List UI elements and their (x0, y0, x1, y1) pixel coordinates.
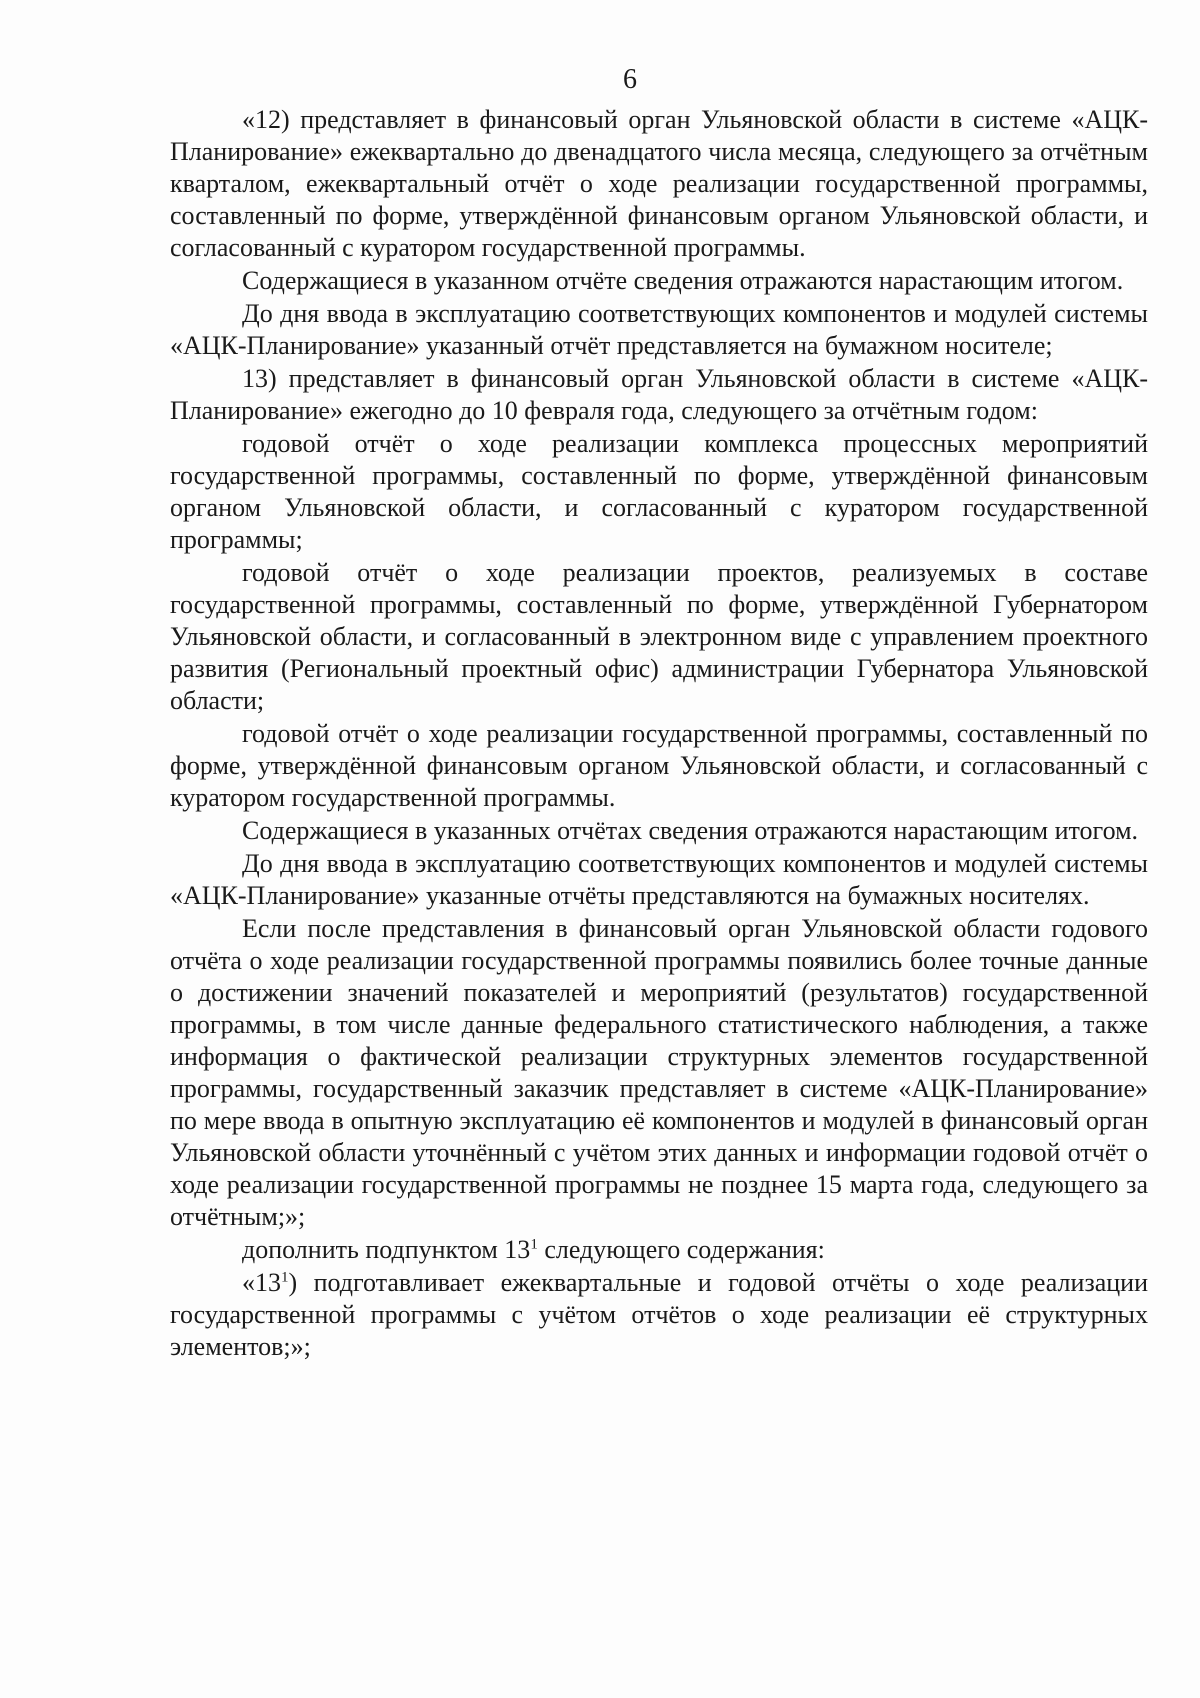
paragraph-refined-report: Если после представления в финансовый орган Ульяновской области годового отчёта о ходе реализации государственной программы появились более точные данные о достижении значений показателей и мероприятий (результатов) государственной программы, в том числе данные федерального статистического наблюдения, а также информация о фактической реализации структурных элементов государственной программы, государственный заказчик представляет в системе «АЦК-Планирование» по мере ввода в опытную эксплуатацию её компонентов и модулей в финансовый орган Ульяновской области уточнённый с учётом этих данных и информации годовой отчёт о ходе реализации государственной программы не позднее 15 марта года, следующего за отчётным;»; (170, 914, 1148, 1231)
paragraph-item-13: 13) представляет в финансовый орган Ульяновской области в системе «АЦК-Планирование» ежегодно до 10 февраля года, следующего за отчётным годом: (170, 364, 1148, 425)
paragraph-cumulative-note: Содержащиеся в указанном отчёте сведения отражаются нарастающим итогом. (242, 266, 1124, 295)
paragraph-item-12: «12) представляет в финансовый орган Ульяновской области в системе «АЦК-Планирование» ежеквартально до двенадцатого числа месяца, следующего за отчётным кварталом, ежеквартальный отчёт о ходе реализации государственной программы, составленный по форме, утверждённой финансовым органом Ульяновской области, и согласованный с куратором государственной программы. (170, 105, 1148, 262)
paragraph-paper-note-2: До дня ввода в эксплуатацию соответствующих компонентов и модулей системы «АЦК-Планирование» указанные отчёты представляются на бумажных носителях. (170, 849, 1148, 910)
supplement-superscript: 1 (530, 1236, 538, 1253)
paragraph-cumulative-note-2: Содержащиеся в указанных отчётах сведения отражаются нарастающим итогом. (242, 816, 1139, 845)
paragraph-item-13-1 (170, 1267, 1148, 1363)
supplement-text: дополнить подпунктом 13 (242, 1235, 531, 1264)
paragraph-supplement (170, 1234, 1148, 1266)
item-13-1-text: ) подготавливает ежеквартальные и годовой отчёты о ходе реализации государственной программы с учётом отчётов о ходе реализации её структурных элементов;»; (170, 1268, 1148, 1361)
item-13-1-prefix: «13 (242, 1268, 281, 1297)
paragraph-annual-report-program: годовой отчёт о ходе реализации государственной программы, составленный по форме, утверждённой финансовым органом Ульяновской области, и согласованный с куратором государственной программы. (170, 719, 1148, 812)
document-body (170, 104, 1148, 1364)
paragraph-annual-report-processes: годовой отчёт о ходе реализации комплекса процессных мероприятий государственной программы, составленный по форме, утверждённой финансовым органом Ульяновской области, и согласованный с куратором государственной программы; (170, 429, 1148, 554)
supplement-text-tail: следующего содержания: (537, 1235, 825, 1264)
item-13-1-superscript: 1 (281, 1269, 289, 1286)
paragraph-annual-report-projects: годовой отчёт о ходе реализации проектов, реализуемых в составе государственной программы, составленный по форме, утверждённой Губернатором Ульяновской области, и согласованный в электронном виде с управлением проектного развития (Региональный проектный офис) администрации Губернатора Ульяновской области; (170, 558, 1148, 715)
paragraph-paper-note: До дня ввода в эксплуатацию соответствующих компонентов и модулей системы «АЦК-Планирование» указанный отчёт представляется на бумажном носителе; (170, 299, 1148, 360)
page-number: 6 (623, 64, 637, 95)
